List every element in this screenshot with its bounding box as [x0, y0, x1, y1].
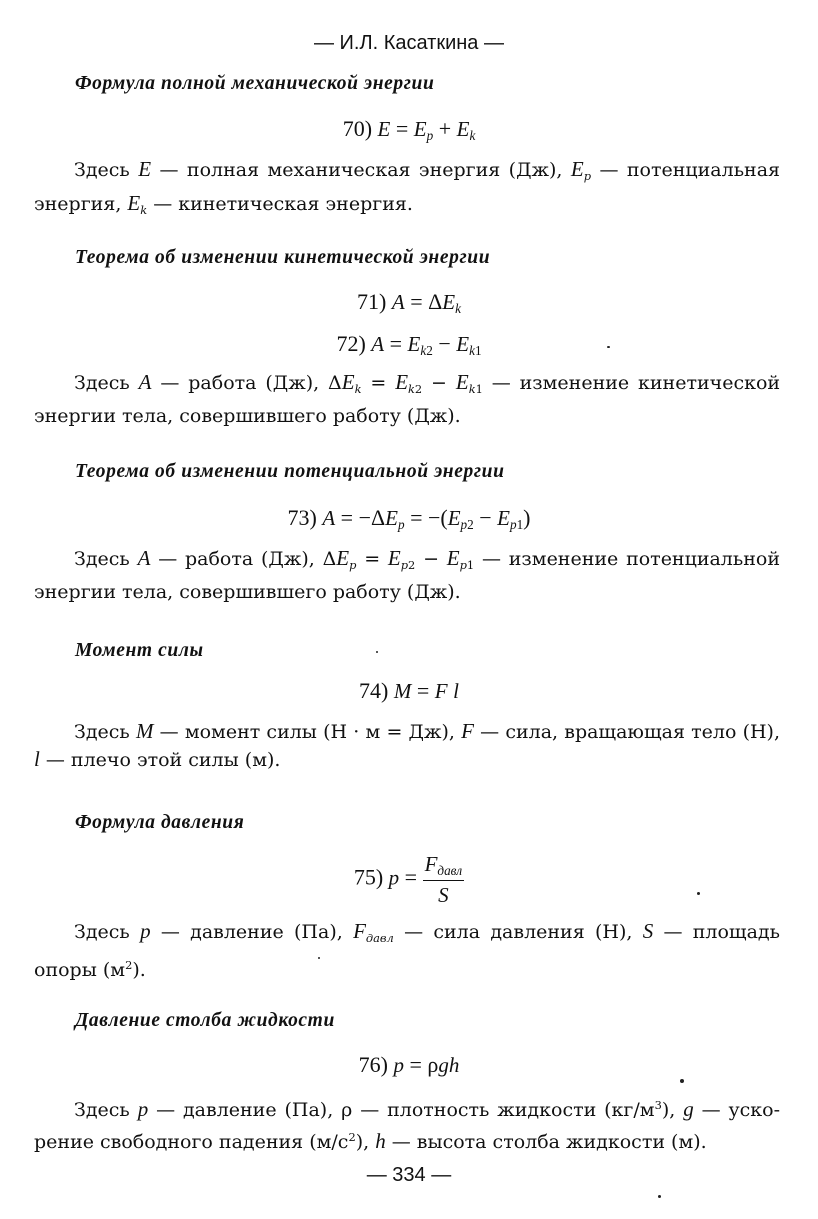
section-heading-kinetic-theorem: Теорема об изменении кинетической энергии: [75, 247, 491, 268]
scan-speck: [607, 346, 610, 348]
scan-speck: [697, 892, 700, 895]
description-71-72: Здесь A — работа (Дж), $\Delta E_k = E_{k2} - E_{k1}$ — изменение кинетической энергии тела, совершившего работу (Дж).: [34, 370, 781, 427]
section-heading-total-energy: Формула полной механической энергии: [75, 73, 435, 94]
page-number: — 334 —: [366, 1164, 452, 1186]
section-heading-pressure: Формула давления: [75, 812, 245, 833]
section-heading-potential-theorem: Теорема об изменении потенциальной энергии: [75, 461, 505, 482]
section-heading-liquid-pressure: Давление столба жидкости: [75, 1010, 335, 1031]
formula-74: 74) M = F l: [359, 678, 459, 703]
scan-speck: [658, 1195, 661, 1198]
description-76: Здесь p — давление (Па), ρ — плотность жидкости $(кг/м^3)$, g — уско- рение свободного падения $(м/с^2)$, h — высота столба жидкости (м).: [34, 1097, 781, 1153]
description-74: Здесь M — момент силы (Н · м = Дж), F — сила, вращающая тело (Н), l — плечо этой силы (м).: [34, 719, 780, 771]
running-header: — И.Л. Касаткина —: [314, 32, 504, 54]
formula-73: 73) $A = -\Delta E_p = -(E_{p2} - E_{p1})$: [287, 505, 531, 532]
fraction: $\frac{F_{давл}}{S}$: [424, 852, 463, 907]
formula-71: 71) $A = \Delta E_k$: [357, 289, 461, 316]
description-70: Здесь E — полная механическая энергия (Дж), $E_p$ — потенциальная энергия, $E_k$ — кинетическая энергия.: [34, 157, 781, 217]
section-heading-torque: Момент силы: [75, 640, 204, 661]
formula-72: 72) $A = E_{k2} - E_{k1}$: [336, 331, 482, 358]
scan-speck: [680, 1079, 684, 1083]
formula-70: 70) $E = E_p + E_k$: [342, 116, 476, 143]
formula-76: 76) p = ρgh: [358, 1052, 460, 1077]
description-73: Здесь A — работа (Дж), $\Delta E_p = E_{p2} - E_{p1}$ — изменение потенциальной энергии тела, совершившего работу (Дж).: [34, 546, 780, 603]
formula-75: 75) p = $\frac{F_{давл}}{S}$: [353, 852, 463, 907]
description-75: Здесь p — давление (Па), $F_{давл}$ — сила давления (Н), S — площадь опоры $(м^2)$.: [34, 919, 780, 981]
scan-speck: [318, 957, 320, 959]
scan-speck: [376, 651, 378, 653]
